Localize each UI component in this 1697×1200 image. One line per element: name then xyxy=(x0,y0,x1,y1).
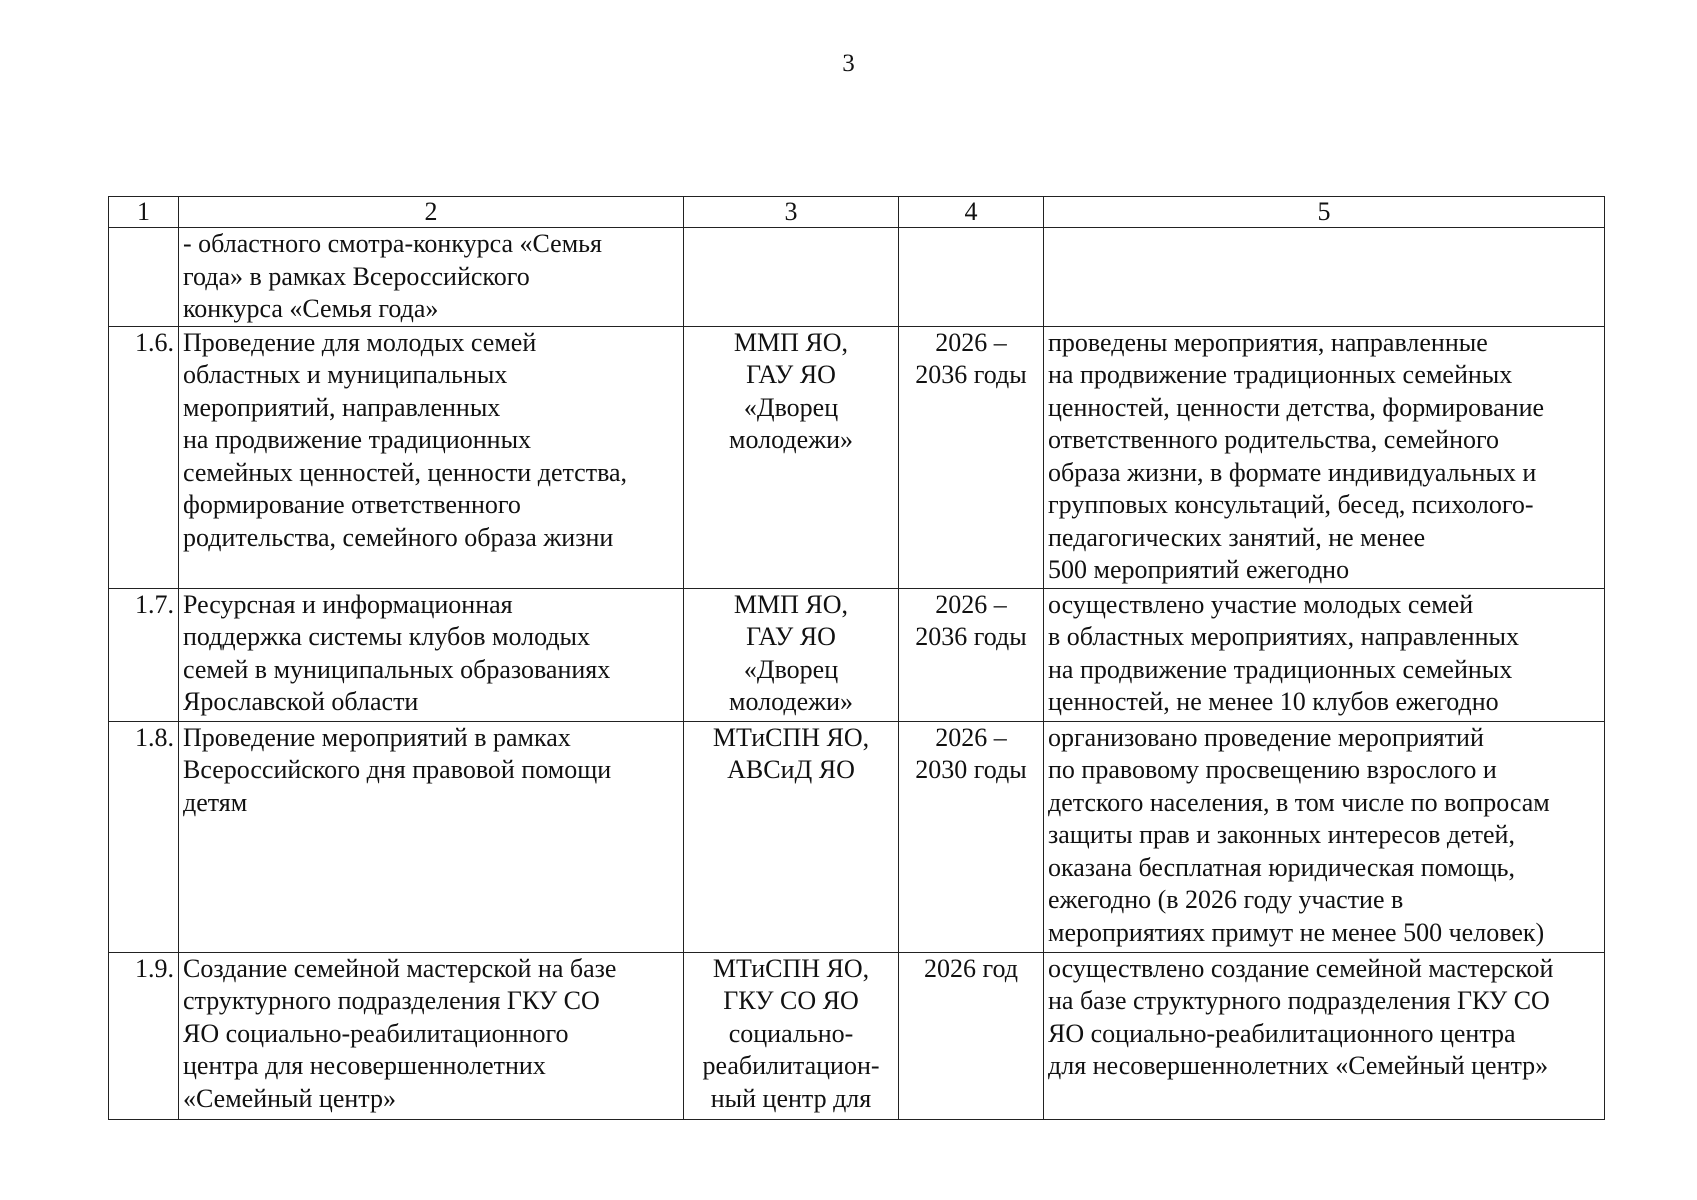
table-row xyxy=(109,326,1605,588)
row-number xyxy=(109,228,179,327)
activity-cell: Ресурсная и информационная поддержка системы клубов молодых семей в муниципальных образованиях Ярославской области xyxy=(179,588,684,721)
responsible-cell xyxy=(684,228,899,327)
responsible-cell: МТиСПН ЯО, ГКУ СО ЯО социально- реабилитацион- ный центр для xyxy=(684,952,899,1119)
row-number: 1.9. xyxy=(109,952,179,1119)
column-number-5: 5 xyxy=(1044,197,1605,228)
table-row xyxy=(109,588,1605,721)
table-row xyxy=(109,228,1605,327)
column-number-3: 3 xyxy=(684,197,899,228)
activity-cell: - областного смотра-конкурса «Семья года» в рамках Всероссийского конкурса «Семья года» xyxy=(179,228,684,327)
period-cell xyxy=(899,228,1044,327)
column-number-4: 4 xyxy=(899,197,1044,228)
page-number: 3 xyxy=(842,50,855,77)
responsible-cell: ММП ЯО, ГАУ ЯО «Дворец молодежи» xyxy=(684,326,899,588)
result-cell xyxy=(1044,228,1605,327)
result-cell: проведены мероприятия, направленные на продвижение традиционных семейных ценностей, ценности детства, формирование ответственного родительства, семейного образа жизни, в формате индивидуальных и групповых консультаций, бесед, психолого- педагогических занятий, не менее 500 мероприятий ежегодно xyxy=(1044,326,1605,588)
table-row xyxy=(109,721,1605,952)
result-cell: осуществлено создание семейной мастерской на базе структурного подразделения ГКУ СО ЯО социально-реабилитационного центра для несовершеннолетних «Семейный центр» xyxy=(1044,952,1605,1119)
row-number: 1.7. xyxy=(109,588,179,721)
measures-table xyxy=(108,196,1605,1120)
result-cell: организовано проведение мероприятий по правовому просвещению взрослого и детского населения, в том числе по вопросам защиты прав и законных интересов детей, оказана бесплатная юридическая помощь, ежегодно (в 2026 году участие в мероприятиях примут не менее 500 человек) xyxy=(1044,721,1605,952)
column-number-header-row xyxy=(109,197,1605,228)
result-cell: осуществлено участие молодых семей в областных мероприятиях, направленных на продвижение традиционных семейных ценностей, не менее 10 клубов ежегодно xyxy=(1044,588,1605,721)
period-cell: 2026 – 2036 годы xyxy=(899,588,1044,721)
responsible-cell: МТиСПН ЯО, АВСиД ЯО xyxy=(684,721,899,952)
responsible-cell: ММП ЯО, ГАУ ЯО «Дворец молодежи» xyxy=(684,588,899,721)
activity-cell: Создание семейной мастерской на базе структурного подразделения ГКУ СО ЯО социально-реабилитационного центра для несовершеннолетних «Семейный центр» xyxy=(179,952,684,1119)
table-row xyxy=(109,952,1605,1119)
period-cell: 2026 – 2030 годы xyxy=(899,721,1044,952)
column-number-2: 2 xyxy=(179,197,684,228)
row-number: 1.6. xyxy=(109,326,179,588)
activity-cell: Проведение для молодых семей областных и муниципальных мероприятий, направленных на продвижение традиционных семейных ценностей, ценности детства, формирование ответственного родительства, семейного образа жизни xyxy=(179,326,684,588)
period-cell: 2026 год xyxy=(899,952,1044,1119)
activity-cell: Проведение мероприятий в рамках Всероссийского дня правовой помощи детям xyxy=(179,721,684,952)
row-number: 1.8. xyxy=(109,721,179,952)
column-number-1: 1 xyxy=(109,197,179,228)
period-cell: 2026 – 2036 годы xyxy=(899,326,1044,588)
